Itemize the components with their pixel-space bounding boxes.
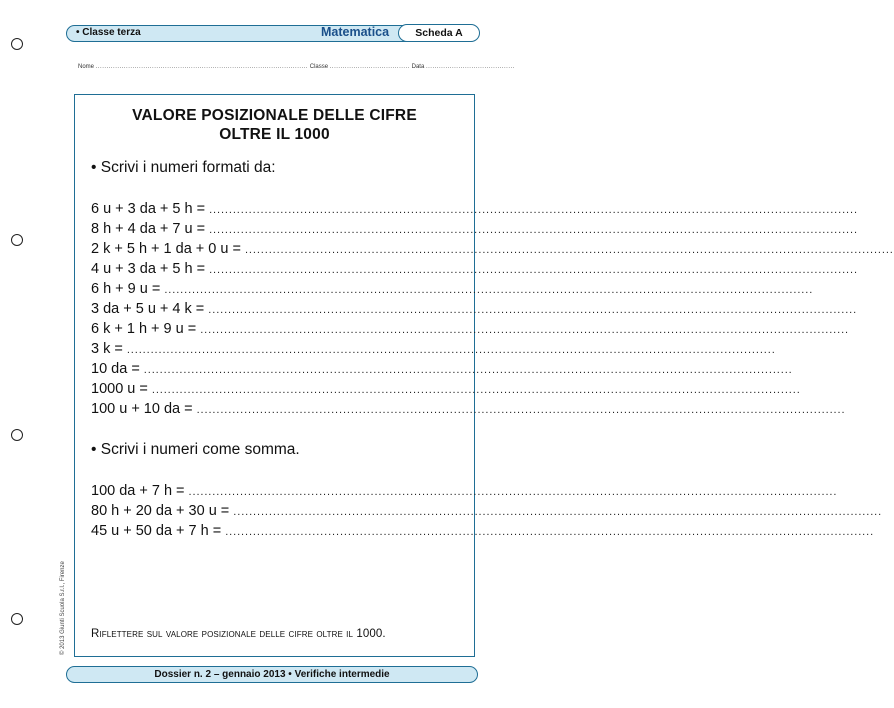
exercise-expression: 2 k + 5 h + 1 da + 0 u = [91,241,241,257]
name-label: Nome [78,64,95,70]
answer-line[interactable] [225,526,874,538]
answer-line[interactable] [208,304,857,316]
exercise-row[interactable] [91,341,463,360]
exercise-row[interactable] [91,361,463,380]
class-field[interactable]: ..................................... [329,64,410,70]
exercise-row[interactable] [91,523,463,542]
teacher-note: Riflettere sul valore posizionale delle cifre oltre il 1000. [91,628,386,640]
copyright-notice: © 2013 Giunti Scuola S.r.l., Firenze [60,561,66,655]
sheet-badge: Scheda A [398,24,480,42]
exercise-expression: 45 u + 50 da + 7 h = [91,523,222,539]
answer-line[interactable] [197,404,846,416]
exercise-row[interactable] [91,261,463,280]
answer-line[interactable] [144,364,793,376]
date-label: Data [411,64,425,70]
exercise-expression: 8 h + 4 da + 7 u = [91,221,206,237]
answer-line[interactable] [209,224,858,236]
answer-line[interactable] [189,486,838,498]
answer-line[interactable] [233,506,882,518]
exercise-row[interactable] [91,221,463,240]
class-level-label: • Classe terza [76,27,141,38]
exercise-row[interactable] [91,381,463,400]
footer-bar: Dossier n. 2 – gennaio 2013 • Verifiche intermedie [66,666,478,683]
exercise-expression: 6 h + 9 u = [91,281,161,297]
date-field[interactable]: ......................................... [425,64,515,70]
exercise-expression: 6 k + 1 h + 9 u = [91,321,197,337]
exercise-expression: 80 h + 20 da + 30 u = [91,503,230,519]
exercise-row[interactable] [91,503,463,522]
exercise-expression: 100 da + 7 h = [91,483,185,499]
section-1-heading: • Scrivi i numeri formati da: [91,159,276,176]
worksheet-title-line-2: OLTRE IL 1000 [219,126,330,143]
worksheet-title-line-1: VALORE POSIZIONALE DELLE CIFRE [132,107,417,124]
exercise-expression: 3 da + 5 u + 4 k = [91,301,205,317]
exercise-expression: 4 u + 3 da + 5 h = [91,261,206,277]
header-bar [66,25,478,42]
class-label: Classe [309,64,329,70]
exercise-expression: 6 u + 3 da + 5 h = [91,201,206,217]
exercise-row[interactable] [91,281,463,300]
exercise-expression: 10 da = [91,361,140,377]
exercise-row[interactable] [91,483,463,502]
exercise-row[interactable] [91,201,463,220]
exercise-row[interactable] [91,301,463,320]
answer-line[interactable] [164,284,813,296]
exercise-row[interactable] [91,321,463,340]
subject-title: Matematica [321,25,390,39]
answer-line[interactable] [245,244,894,256]
answer-line[interactable] [152,384,801,396]
exercise-expression: 3 k = [91,341,123,357]
answer-line[interactable] [209,204,858,216]
binder-hole-2 [11,234,23,246]
binder-hole-1 [11,38,23,50]
student-info-line [78,64,515,70]
section-2-heading: • Scrivi i numeri come somma. [91,441,300,458]
answer-line[interactable] [209,264,858,276]
answer-line[interactable] [127,344,776,356]
worksheet-box [74,94,475,657]
exercise-row[interactable] [91,401,463,420]
binder-hole-4 [11,613,23,625]
exercise-row[interactable] [91,241,463,260]
binder-hole-3 [11,429,23,441]
exercise-expression: 1000 u = [91,381,148,397]
answer-line[interactable] [200,324,849,336]
exercise-expression: 100 u + 10 da = [91,401,193,417]
name-field[interactable]: .................................................................................................. [95,64,309,70]
